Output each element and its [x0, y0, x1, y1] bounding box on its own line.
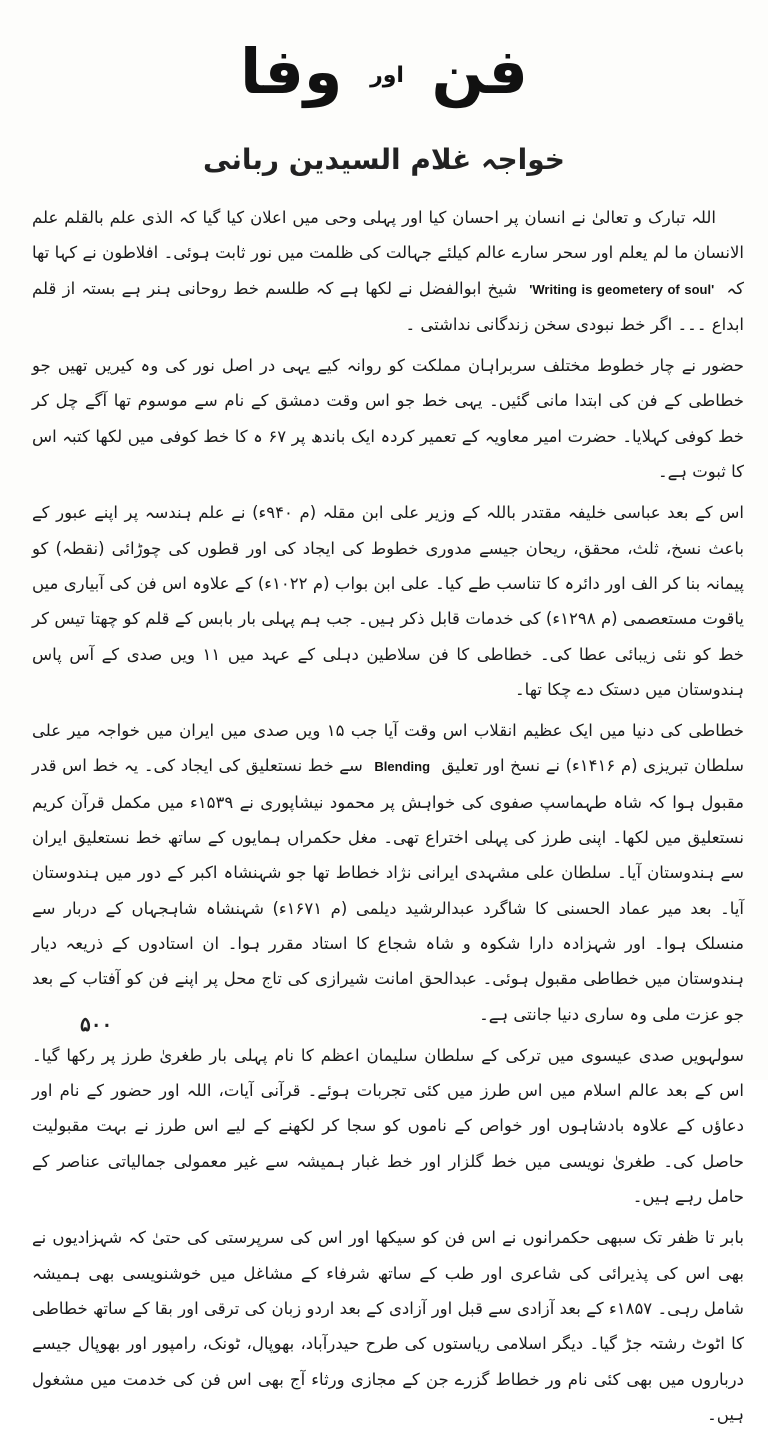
paragraph-4-text-a: خطاطی کی دنیا میں ایک عظیم انقلاب اس وقت آیا جب ۱۵ ویں صدی میں ایران میں خواجہ میر علی سلطان تبریزی (م ۱۴۱۶ء) نے نسخ اور تعلیق: [32, 721, 744, 776]
page-title: [0, 32, 768, 116]
article-body: [32, 200, 744, 1438]
english-blending: Blending: [374, 759, 431, 775]
paragraph-4-text-b: سے خط نستعلیق کی ایجاد کی۔ یہ خط اس قدر مقبول ہوا کہ شاہ طہماسپ صفوی کی خواہش پر محمود نیشاپوری نے ۱۵۳۹ء میں مکمل قرآن کریم نستعلیق میں لکھا۔ اپنی طرز کی پہلی اختراع تھی۔ مغل حکمراں ہمایوں کے ساتھ خط نستعلیق ایران سے ہندوستان آیا۔ سلطان علی مشہدی ایرانی نژاد خطاط تھا جو شہنشاہ اکبر کے دور میں ہندوستان آیا۔ بعد میر عماد الحسنی کا شاگرد عبدالرشید دیلمی (م ۱۶۷۱ء) شہنشاہ شاہجہاں کے دربار سے منسلک ہوا۔ اور شہزادہ دارا شکوہ و شاہ شجاع کا استاد مقرر ہوا۔ ان استادوں کے ذریعہ دیار ہندوستان میں خطاطی مقبول ہوئی۔ عبدالحق امانت شیرازی کی تاج محل پر اپنے فن کو آفتاب کے بعد جو عزت ملی وہ ساری دنیا جانتی ہے۔: [32, 756, 745, 1024]
page-number: ۵۰۰: [80, 1014, 113, 1036]
title-connector: اور: [370, 62, 404, 88]
author-name: خواجہ غلام السیدین ربانی: [203, 143, 565, 176]
paragraph-3: اس کے بعد عباسی خلیفہ مقتدر باللہ کے وزیر علی ابن مقلہ (م ۹۴۰ء) نے علم ہندسہ پر اپنے عبور کے باعث نسخ، ثلث، محقق، ریحان جیسے مدوری خطوط کی ایجاد کی اور قطوں کی چوڑائی (نقطہ) کو پیمانہ بنا کر الف اور دائرہ کا تناسب طے کیا۔ علی ابن بواب (م ۱۰۲۲ء) کے علاوہ اس فن کی آبیاری میں یاقوت مستعصمی (م ۱۲۹۸ء) کی خدمات قابل ذکر ہیں۔ جب ہم پہلی بار بابس کے قلم کو چھتا تیس کر خط کو نئی زیبائی عطا کی۔ خطاطی کا فن سلاطین دہلی کے عہد میں ۱۱ ویں صدی کے آس پاس ہندوستان میں دستک دے چکا تھا۔: [32, 503, 744, 699]
paragraph-2: حضور نے چار خطوط مختلف سربراہان مملکت کو روانہ کیے یہی در اصل نور کی وہ کیریں تھیں جو خطاطی کے فن کی ابتدا مانی گئیں۔ یہی خط جو اس وقت دمشق کے نام سے موسوم تھا آگے چل کر خط کوفی کہلایا۔ حضرت امیر معاویہ کے تعمیر کردہ ایک باندھ پر ۶۷ ہ کا خط کوفی میں لکھا کتبہ اس کا ثبوت ہے۔: [32, 356, 745, 482]
paragraph-1-text-a: اللہ تبارک و تعالیٰ نے انسان پر احسان کیا اور پہلی وحی میں اعلان کیا گیا کہ الذی علم بالقلم علم الانسان ما لم یعلم اور سحر سارے عالم کیلئے جہالت کی ظلمت میں نور ثابت ہوئی۔ افلاطون نے کہا تھا کہ: [32, 208, 744, 298]
paragraph-1: [32, 200, 744, 342]
english-quote: 'Writing is geometery of soul': [529, 281, 715, 297]
paragraph-6: بابر تا ظفر تک سبھی حکمرانوں نے اس فن کو سیکھا اور اس کی سرپرستی کی حتیٰ کہ شہزادیوں نے بھی اس کی پذیرائی کی شاعری اور طب کے ساتھ شرفاء کے مشاغل میں خوشنویسی بھی ہمیشہ شامل رہی۔ ۱۸۵۷ء کے بعد آزادی سے قبل اور آزادی کے بعد اردو زبان کی ترقی اور بقا کے ساتھ خطاطی کا اٹوٹ رشتہ جڑ گیا۔ دیگر اسلامی ریاستوں کی طرح حیدرآباد، بھوپال، ٹونک، رامپور اور بھوپال جیسے درباروں میں بھی کئی نام ور خطاط گزرے جن کے مجازی ورثاء آج بھی اس فن کی خدمت میں مشغول ہیں۔: [32, 1228, 745, 1424]
paragraph-4: [32, 713, 744, 1032]
paragraph-5: سولہویں صدی عیسوی میں ترکی کے سلطان سلیمان اعظم کا نام پہلی بار طغریٰ طرز پر رکھا گیا۔ اس کے بعد عالم اسلام میں اس طرز میں کئی تجربات ہوئے۔ قرآنی آیات، اللہ اور حضور کے نام اور دعاؤں کے علاوہ بادشاہوں اور خواص کے ناموں کو سجا کر لکھنے کے لیے اس طرز نے بہت مقبولیت حاصل کی۔ طغریٰ نویسی میں خط گلزار اور خط غبار ہمیشہ سے غیر معمولی جمالیاتی عناصر کے حامل رہے ہیں۔: [32, 1045, 744, 1207]
title-word-fan: فن: [431, 35, 528, 108]
title-word-wafa: وفا: [240, 35, 343, 108]
paragraph-1-text-b: شیخ ابوالفضل نے لکھا ہے کہ طلسم خط روحانی ہنر ہے بستہ از قلم ابداع ۔۔۔ اگر خط نبودی سخن زندگانی نداشتی ۔: [32, 278, 744, 334]
